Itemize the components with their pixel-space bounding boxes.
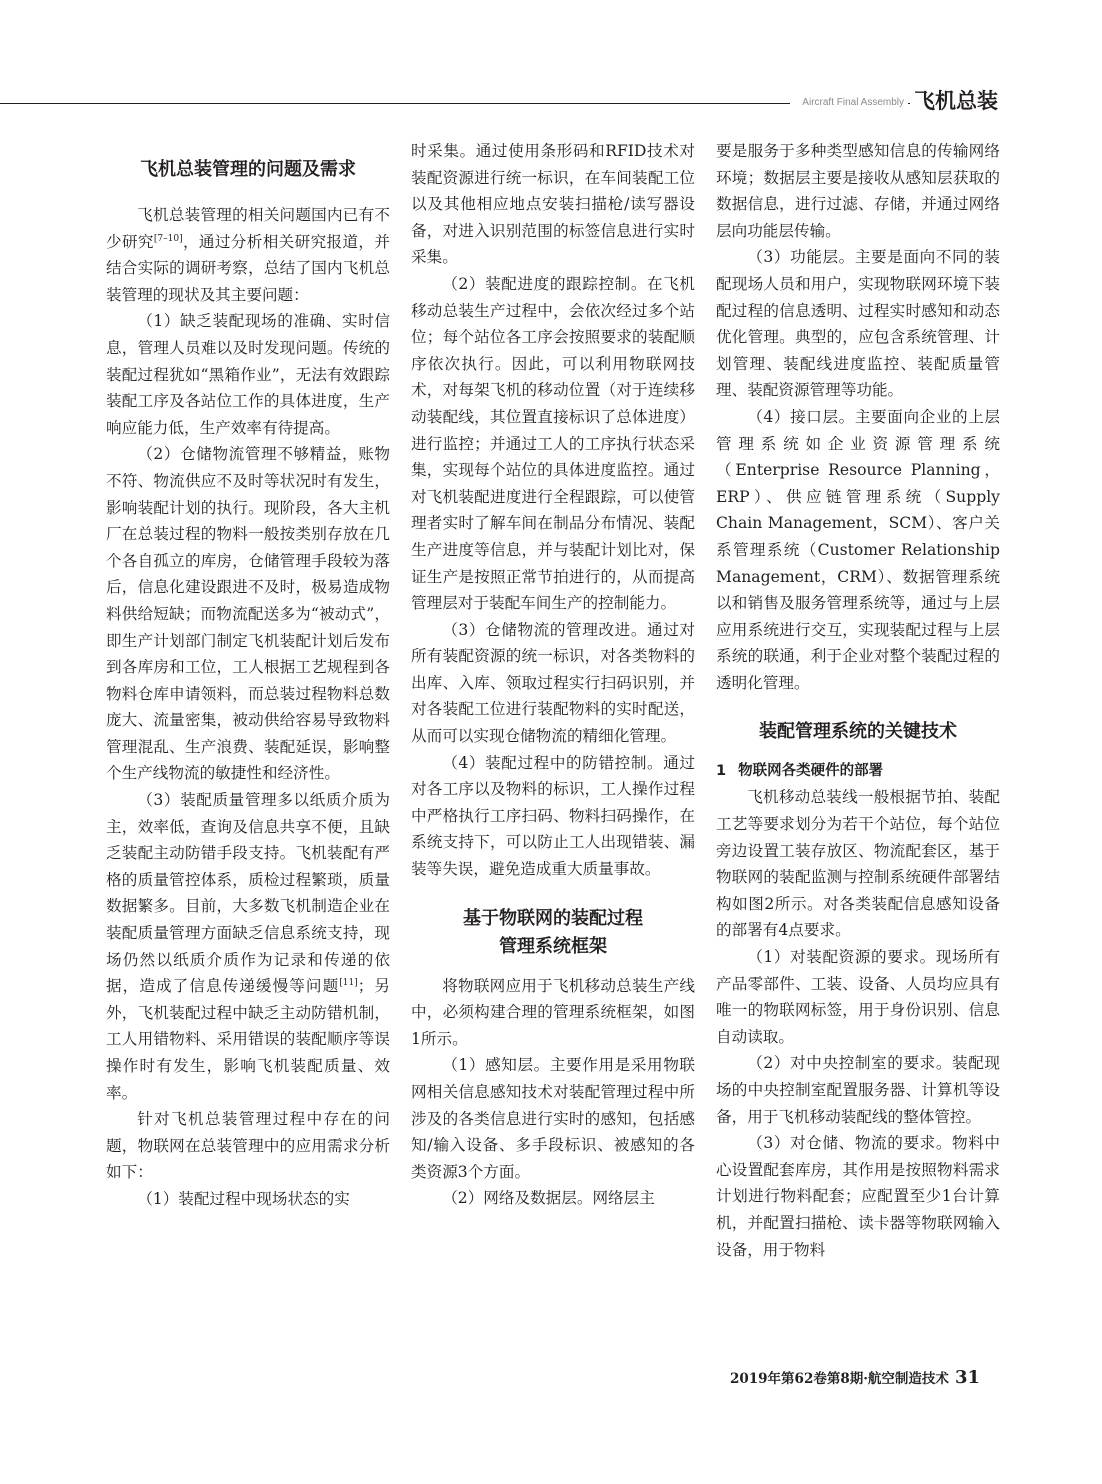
paragraph: （4）接口层。主要面向企业的上层管理系统如企业资源管理系统（Enterprise Resource Planning，ERP）、供应链管理系统（Supply Chain Management，SCM）、客户关系管理系统（Customer Relationship Management，CRM）、数据管理系统以和销售及服务管理系统等，通过与上层应用系统进行交互，实现装配过程与上层系统的联通，利于企业对整个装配过程的透明化管理。 <box>716 407 1000 692</box>
paragraph: 针对飞机总装管理过程中存在的问题，物联网在总装管理中的应用需求分析如下： <box>106 1110 390 1182</box>
page-footer <box>0 1366 980 1391</box>
section-title-line: 管理系统框架 <box>499 935 607 957</box>
paragraph: （2）装配进度的跟踪控制。在飞机移动总装生产过程中，会依次经过多个站位；每个站位各工序会按照要求的装配顺序依次执行。因此，可以利用物联网技术，对每架飞机的移动位置（对于连续移动装配线，其位置直接标识了总体进度）进行监控；并通过工人的工序执行状态采集，实现每个站位的具体进度监控。通过对飞机装配进度进行全程跟踪，可以使管理者实时了解车间在制品分布情况、装配生产进度等信息，并与装配计划比对，保证生产是按照正常节拍进行的，从而提高管理层对于装配车间生产的控制能力。 <box>411 274 695 613</box>
paragraph: （2）仓储物流管理不够精益，账物不符、物流供应不及时等状况时有发生，影响装配计划的执行。现阶段，各大主机厂在总装过程的物料一般按类别存放在几个各自孤立的库房，仓储管理手段较为落后，信息化建设跟进不及时，极易造成物料供给短缺；而物流配送多为“被动式”，即生产计划部门制定飞机装配计划后发布到各库房和工位，工人根据工艺规程到各物料仓库申请领料，而总装过程物料总数庞大、流量密集，被动供给容易导致物料管理混乱、生产浪费、装配延误，影响整个生产线物流的敏捷性和经济性。 <box>106 445 390 783</box>
column-3 <box>716 138 1000 1263</box>
journal-section-cn: 飞机总装 <box>910 86 1004 116</box>
paragraph: （2）对中央控制室的要求。装配现场的中央控制室配置服务器、计算机等设备，用于飞机移动装配线的整体管控。 <box>716 1054 1000 1126</box>
paragraph: 飞机移动总装线一般根据节拍、装配工艺等要求划分为若干个站位，每个站位旁边设置工装存放区、物流配套区，基于物联网的装配监测与控制系统硬件部署结构如图2所示。对各类装配信息感知设备的部署有4点要求。 <box>716 788 1000 940</box>
paragraph: （1）对装配资源的要求。现场所有产品零部件、工装、设备、人员均应具有唯一的物联网标签，用于身份识别、信息自动读取。 <box>716 948 1000 1046</box>
paragraph-text: （3）装配质量管理多以纸质介质为主，效率低，查询及信息共享不便，且缺乏装配主动防错手段支持。飞机装配有严格的质量管控体系，质检过程繁琐，质量数据繁多。目前，大多数飞机制造企业在装配质量管理方面缺乏信息系统支持，现场仍然以纸质介质作为记录和传递的依据，造成了信息传递缓慢等问题 <box>106 791 390 996</box>
page-header <box>0 0 1102 120</box>
paragraph <box>106 787 390 1106</box>
section-title: 装配管理系统的关键技术 <box>759 721 957 743</box>
paragraph: （1）感知层。主要作用是采用物联网相关信息感知技术对装配管理过程中所涉及的各类信息进行实时的感知，包括感知/输入设备、多手段标识、被感知的各类资源3个方面。 <box>411 1056 695 1181</box>
paragraph: 要是服务于多种类型感知信息的传输网络环境；数据层主要是接收从感知层获取的数据信息，进行过滤、存储，并通过网络层向功能层传输。 <box>716 142 1000 240</box>
paragraph: 将物联网应用于飞机移动总装生产线中，必须构建合理的管理系统框架，如图1所示。 <box>411 976 695 1048</box>
citation: [11] <box>339 978 358 989</box>
paragraph: （3）功能层。主要是面向不同的装配现场人员和用户，实现物联网环境下装配过程的信息透明、过程实时感知和动态优化管理。典型的，应包含系统管理、计划管理、装配线进度监控、装配质量管理、装配资源管理等功能。 <box>716 248 1000 400</box>
paragraph <box>106 202 390 308</box>
section-title-line: 基于物联网的装配过程 <box>463 907 643 929</box>
paragraph: （3）对仓储、物流的要求。物料中心设置配套库房，其作用是按照物料需求计划进行物料配套；应配置至少1台计算机，并配置扫描枪、读卡器等物联网输入设备，用于物料 <box>716 1134 1000 1259</box>
section-title: 飞机总装管理的问题及需求 <box>140 159 356 180</box>
subsection-number: 1 <box>716 763 727 780</box>
paragraph-text: 飞机总装管理的相关问题国内已有不少研究 <box>106 206 390 251</box>
paragraph: （1）缺乏装配现场的准确、实时信息，管理人员难以及时发现问题。传统的装配过程犹如“黑箱作业”，无法有效跟踪装配工序及各站位工作的具体进度，生产响应能力低，生产效率有待提高。 <box>106 312 390 437</box>
subsection-title-text: 物联网各类硬件的部署 <box>738 763 884 780</box>
paragraph: （4）装配过程中的防错控制。通过对各工序以及物料的标识，工人操作过程中严格执行工序扫码、物料扫码操作，在系统支持下，可以防止工人出现错装、漏装等失误，避免造成重大质量事故。 <box>411 753 695 879</box>
paragraph: （3）仓储物流的管理改进。通过对所有装配资源的统一标识，对各类物料的出库、入库、领取过程实行扫码识别，并对各装配工位进行装配物料的实时配送，从而可以实现仓储物流的精细化管理。 <box>411 620 695 746</box>
paragraph-text: ；另外，飞机装配过程中缺乏主动防错机制，工人用错物料、采用错误的装配顺序等误操作时有发生，影响飞机装配质量、效率。 <box>106 977 390 1102</box>
column-1 <box>106 138 390 1213</box>
paragraph: （1）装配过程中现场状态的实 <box>137 1189 350 1208</box>
citation: [7–10] <box>153 233 183 244</box>
section-title <box>411 905 695 961</box>
paragraph: 时采集。通过使用条形码和RFID技术对装配资源进行统一标识，在车间装配工位以及其他相应地点安装扫描枪/读写器设备，对进入识别范围的标签信息进行实时采集。 <box>411 142 695 267</box>
paragraph-text: ，通过分析相关研究报道，并结合实际的调研考察，总结了国内飞机总装管理的现状及其主要问题： <box>106 232 390 304</box>
column-2 <box>411 138 695 1212</box>
paragraph: （2）网络及数据层。网络层主 <box>442 1189 655 1208</box>
issue-info: 2019年第62卷第8期·航空制造技术 <box>729 1371 949 1387</box>
subsection-title <box>716 758 1000 784</box>
journal-section-en: Aircraft Final Assembly <box>790 95 908 111</box>
page-number: 31 <box>954 1367 980 1388</box>
